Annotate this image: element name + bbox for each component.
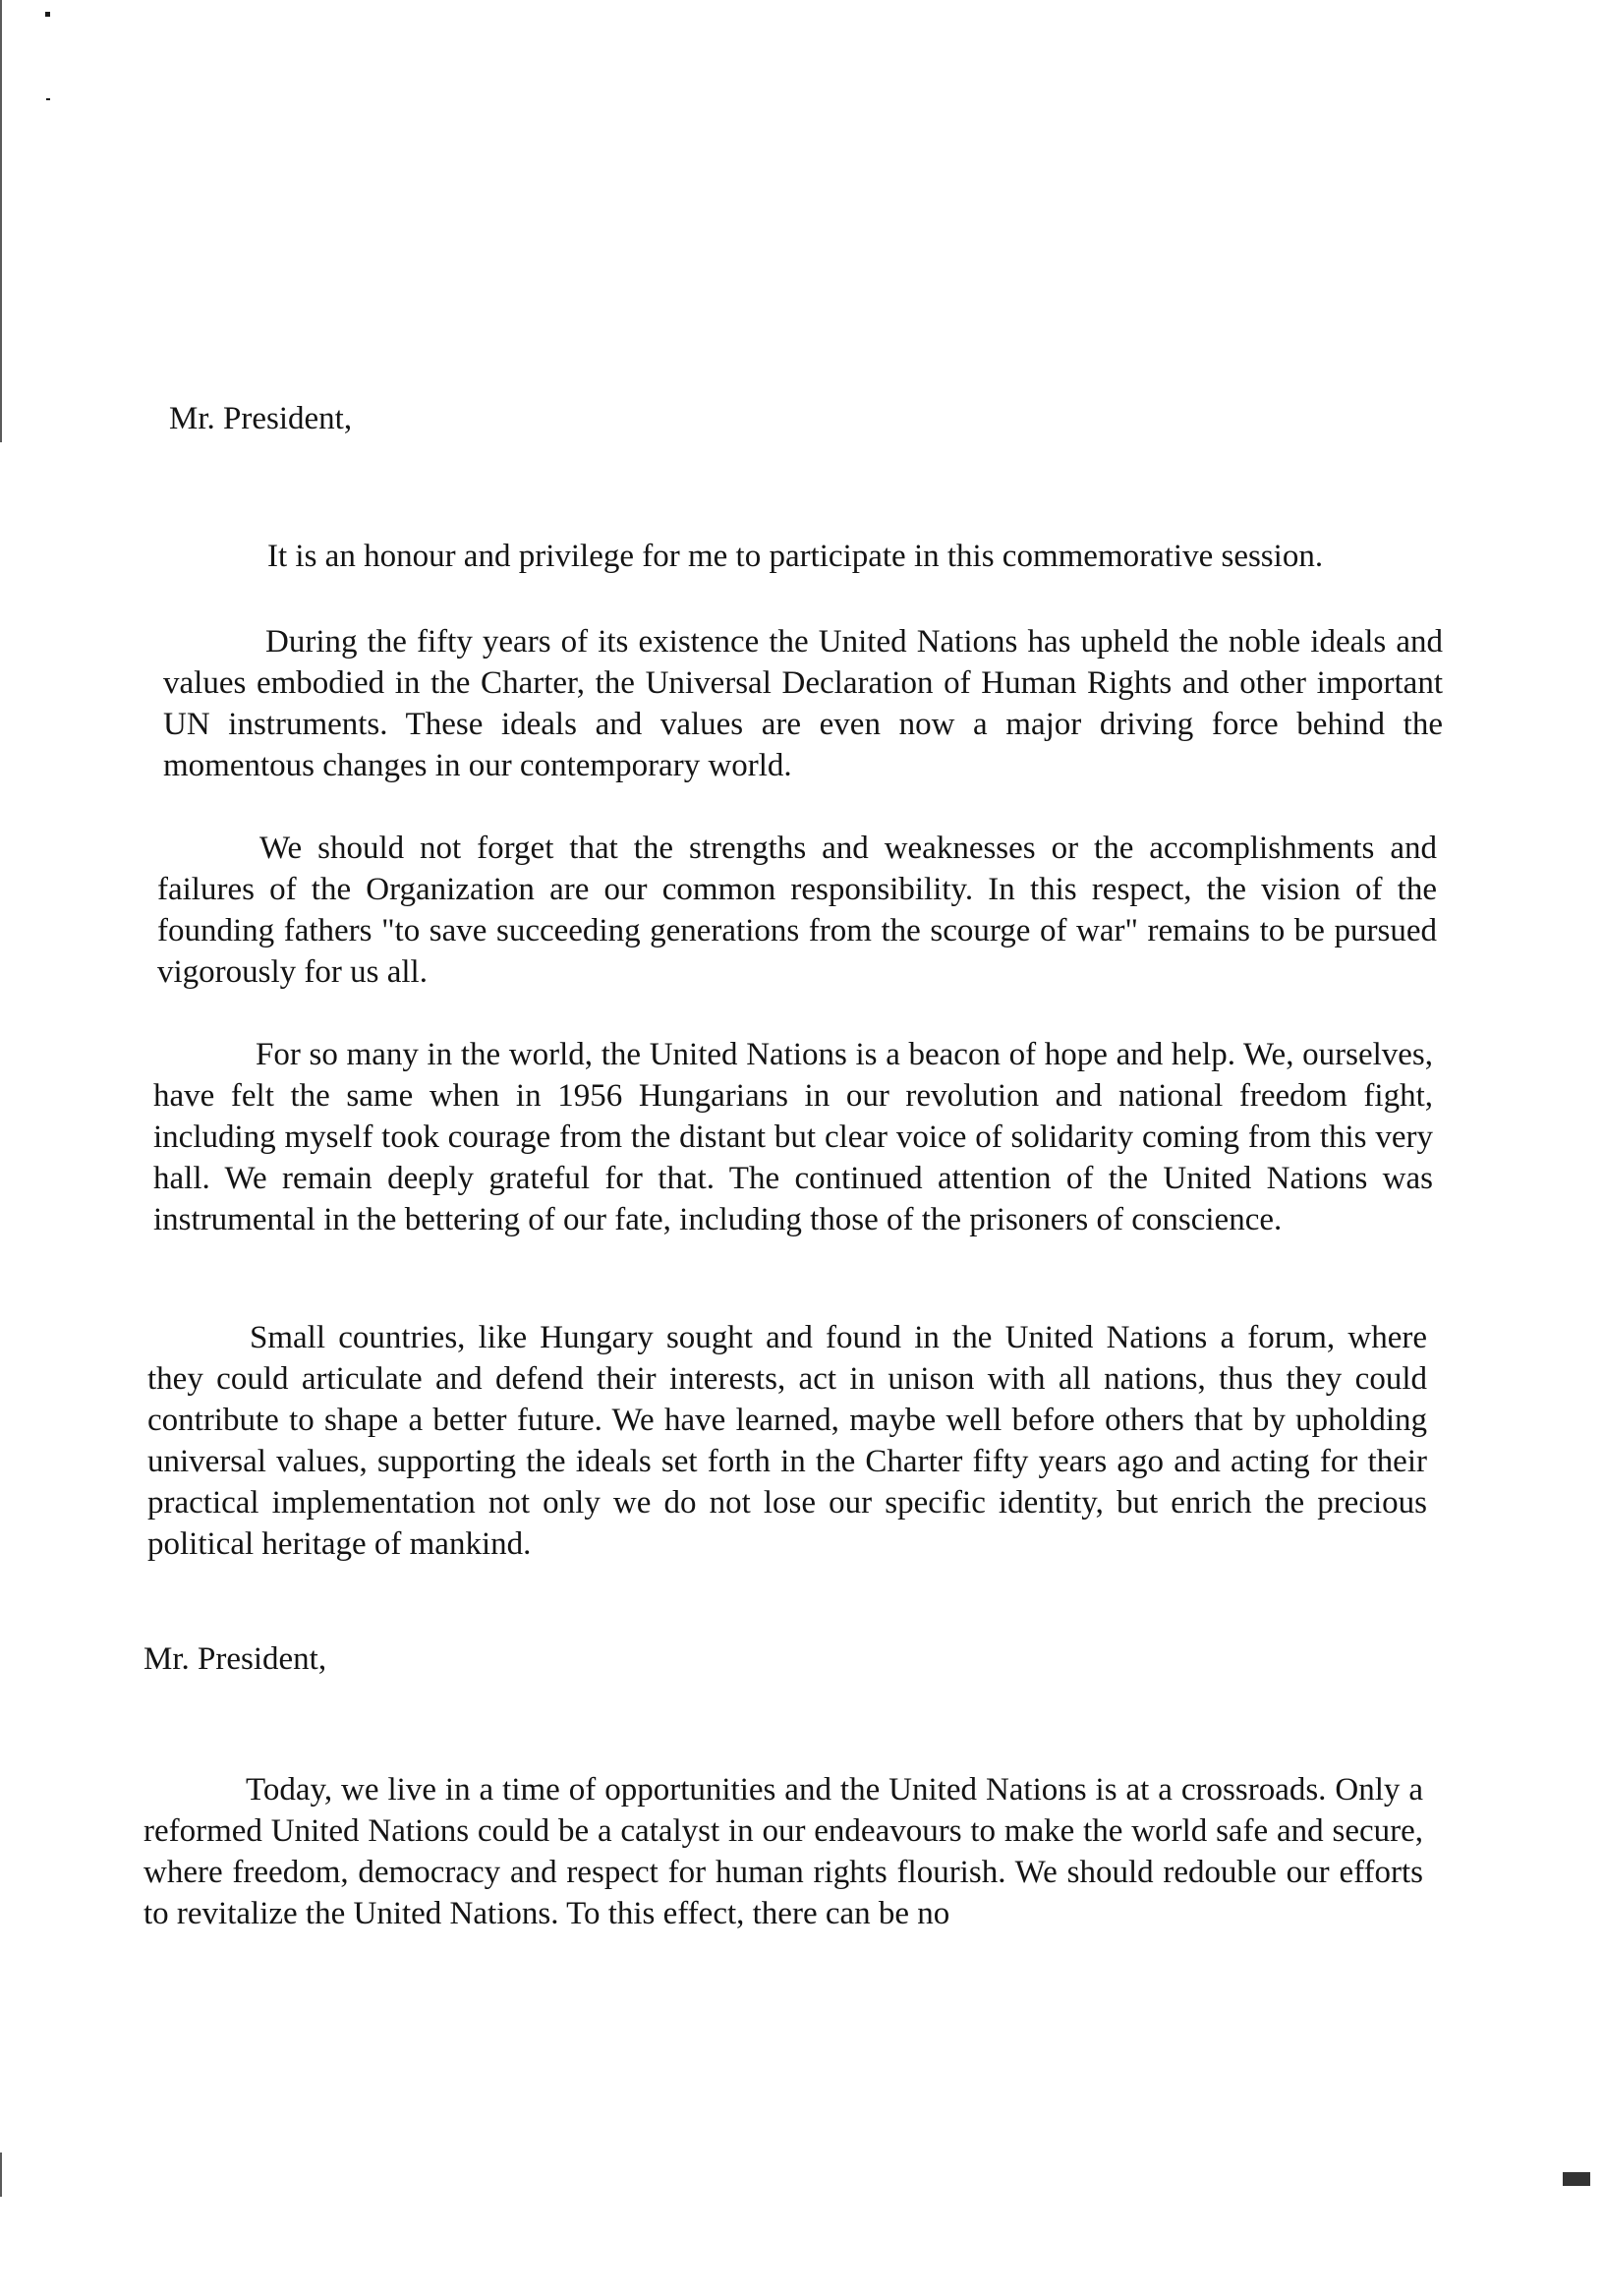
- scan-edge-line: [0, 2152, 2, 2197]
- paragraph: During the fifty years of its existence the United Nations has upheld the noble ideals and values embodied in the Charter, the Universal Declaration of Human Rights and other important UN instruments. These ideals and values are even now a major driving force behind the momentous changes in our contemporary world.: [163, 624, 1443, 783]
- salutation: Mr. President,: [169, 401, 353, 436]
- scan-mark: [46, 98, 50, 100]
- scan-edge-line: [0, 0, 2, 442]
- paragraph: Small countries, like Hungary sought and found in the United Nations a forum, where they could articulate and defend their interests, act in unison with all nations, thus they could contribute to shape a better future. We have learned, maybe well before others that by upholding universal values, supporting the ideals set forth in the Charter fifty years ago and acting for their practical implementation not only we do not lose our specific identity, but enrich the precious political heritage of mankind.: [147, 1320, 1427, 1562]
- paragraph: For so many in the world, the United Nations is a beacon of hope and help. We, ourselves, have felt the same when in 1956 Hungarians in our revolution and national freedom fight, including myself took courage from the distant but clear voice of solidarity coming from this very hall. We remain deeply grateful for that. The continued attention of the United Nations was instrumental in the bettering of our fate, including those of the prisoners of conscience.: [153, 1037, 1433, 1237]
- paragraph: Today, we live in a time of opportunities and the United Nations is at a crossroads. Only a reformed United Nations could be a catalyst in our endeavours to make the world safe and secure, where freedom, democracy and respect for human rights flourish. We should redouble our efforts to revitalize the United Nations. To this effect, there can be no: [143, 1772, 1423, 1931]
- scan-mark: [45, 12, 50, 17]
- paragraph: It is an honour and privilege for me to participate in this commemorative session.: [267, 539, 1324, 574]
- scan-mark: [1563, 2172, 1590, 2186]
- paragraph: We should not forget that the strengths and weaknesses or the accomplishments and failures of the Organization are our common responsibility. In this respect, the vision of the founding fathers "to save succeeding generations from the scourge of war" remains to be pursued vigorously for us all.: [157, 831, 1437, 990]
- salutation: Mr. President,: [143, 1641, 327, 1677]
